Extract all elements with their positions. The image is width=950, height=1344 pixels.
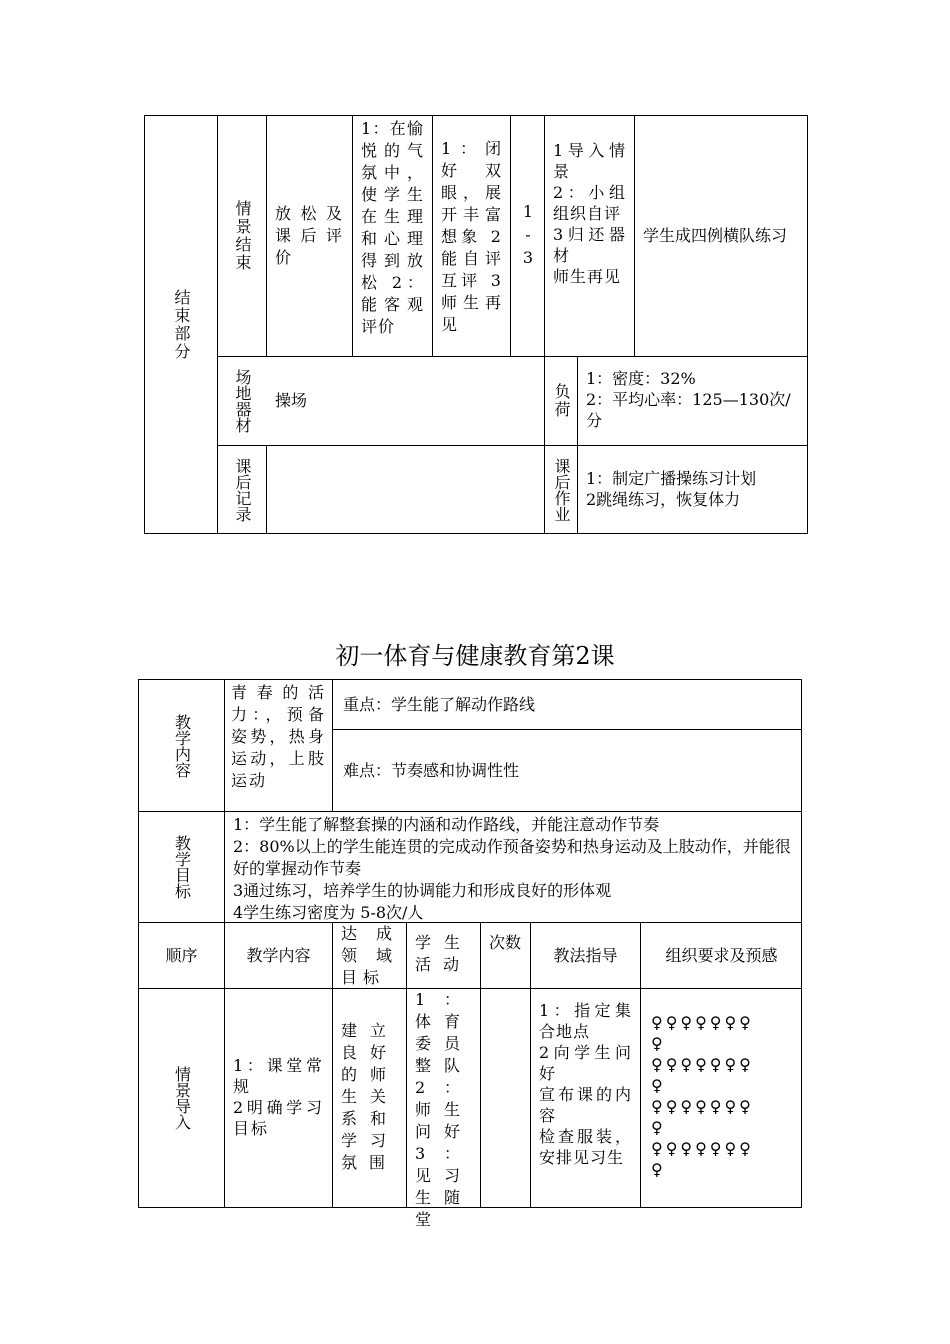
row-method-line: 宣布课的内容 (539, 1085, 632, 1125)
formation-line: ♀♀♀♀♀♀♀ (651, 1055, 754, 1074)
formation-line: ♀♀♀♀♀♀♀ (651, 1097, 754, 1116)
row-method-line: 2向学生问好 (539, 1043, 632, 1083)
goal-line: 2：80%以上的学生能连贯的完成动作预备姿势和热身运动及上肢动作，并能很好的掌握动作节奏 (233, 837, 791, 878)
header-content: 教学内容 (246, 945, 311, 965)
header-count: 次数 (489, 933, 522, 952)
count-text: 1-3 (518, 201, 538, 271)
header-method: 教法指导 (553, 945, 618, 965)
header-order: 顺序 (165, 945, 198, 965)
goal-line: 3通过练习，培养学生的协调能力和形成良好的形体观 (233, 881, 612, 900)
row-phase: 情景导入 (172, 1066, 192, 1130)
formation-line: ♀♀♀♀♀♀♀ (651, 1139, 754, 1158)
goal-label: 教学目标 (172, 835, 192, 899)
venue-value: 操场 (275, 391, 308, 410)
homework-label: 课后作业 (552, 457, 571, 522)
load-line: 2：平均心率：125—130次/分 (586, 390, 791, 430)
section-label: 结束部分 (172, 288, 191, 361)
row-content-line: 1：课堂常规 (233, 1056, 324, 1096)
homework-line: 2跳绳练习，恢复体力 (586, 490, 741, 509)
org-text: 学生成四例横队练习 (643, 226, 788, 245)
venue-label: 场地器材 (233, 369, 252, 433)
difficulty: 难点：节奏感和协调性性 (343, 760, 520, 780)
formation-line: ♀ (651, 1034, 666, 1053)
phase-label: 情景结束 (233, 200, 252, 272)
header-goal: 达成领域目标 (341, 924, 398, 987)
row-activity: 1：体育委员整队 2：师生问好 3：见习生随堂 (415, 990, 472, 1229)
method-line: 师生再见 (553, 267, 622, 286)
load-label: 负荷 (552, 383, 571, 419)
method-line: 1导入情景 (553, 141, 626, 181)
content-label: 教学内容 (172, 713, 192, 778)
header-org: 组织要求及预感 (665, 945, 778, 965)
header-activity: 学生活动 (415, 933, 472, 974)
row-content-line: 2明确学习目标 (233, 1098, 324, 1138)
content-value: 青春的活力：，预备姿势，热身运动，上肢运动 (231, 683, 326, 790)
formation-line: ♀ (651, 1118, 666, 1137)
goal-line: 1：学生能了解整套操的内涵和动作路线，并能注意动作节奏 (233, 815, 660, 834)
formation-line: ♀ (651, 1076, 666, 1095)
goal-text: 1：在愉悦的气氛中，使学生在生理和心理得到放松 2：能客观评价 (361, 119, 424, 336)
method-line: 2：小组组织自评 (553, 183, 626, 223)
row-goal: 建立良好的师生关系和学习氛围 (341, 1021, 398, 1172)
activity-text: 1：闭好双眼，展开丰富想象 2能自评互评 3师生再见 (441, 139, 502, 334)
key-point: 重点：学生能了解动作路线 (343, 694, 536, 714)
goal-line: 4学生练习密度为 5-8次/人 (233, 903, 424, 922)
row-method-line: 1：指定集合地点 (539, 1001, 632, 1041)
load-line: 1：密度：32% (586, 369, 696, 388)
content-text: 放松及课后评价 (275, 204, 344, 267)
record-label: 课后记录 (233, 457, 252, 522)
formation-line: ♀ (651, 1160, 666, 1179)
page-title: 初一体育与健康教育第2课 (335, 642, 615, 670)
homework-line: 1：制定广播操练习计划 (586, 469, 757, 488)
method-line: 3归还器材 (553, 225, 626, 265)
formation-line: ♀♀♀♀♀♀♀ (651, 1013, 754, 1032)
row-method-line: 检查服装，安排见习生 (539, 1127, 632, 1167)
